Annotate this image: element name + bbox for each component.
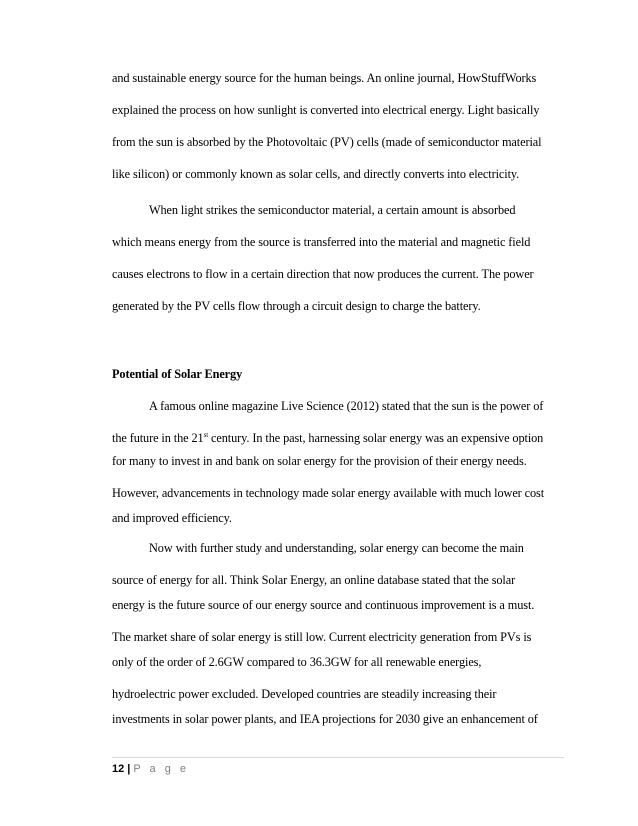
ordinal-superscript: st [203,431,209,439]
body-text-line: like silicon) or commonly known as solar cells, and directly converts into electricity. [112,167,520,181]
body-text-line: and improved efficiency. [112,511,232,525]
body-text-line: source of energy for all. Think Solar Energy, an online database stated that the solar [112,573,516,587]
page-label: P a g e [133,763,189,775]
body-text-line: for many to invest in and bank on solar energy for the provision of their energy needs. [112,454,527,468]
body-text-line: from the sun is absorbed by the Photovoltaic (PV) cells (made of semiconductor material [112,135,542,149]
body-text-line: and sustainable energy source for the human beings. An online journal, HowStuffWorks [112,71,537,85]
body-text-fragment: the future in the 21 [112,431,204,445]
body-text-line: When light strikes the semiconductor material, a certain amount is absorbed [149,203,516,217]
page-footer [112,763,189,775]
footer-separator: | [127,763,131,775]
body-text-fragment: century. In the past, harnessing solar energy was an expensive option [208,431,544,445]
body-text-line: explained the process on how sunlight is converted into electrical energy. Light basically [112,103,540,117]
body-text-line: investments in solar power plants, and IEA projections for 2030 give an enhancement of [112,712,538,726]
body-text-line: However, advancements in technology made solar energy available with much lower cost [112,486,545,500]
section-heading: Potential of Solar Energy [112,367,243,381]
body-text-line: energy is the future source of our energy source and continuous improvement is a must. [112,598,535,612]
body-text-line: causes electrons to flow in a certain direction that now produces the current. The power [112,267,534,281]
body-text-line [112,431,543,446]
body-text-line: only of the order of 2.6GW compared to 36.3GW for all renewable energies, [112,655,482,669]
body-text-line: A famous online magazine Live Science (2012) stated that the sun is the power of [149,399,544,413]
body-text-line: hydroelectric power excluded. Developed countries are steadily increasing their [112,687,497,701]
page-number: 12 [112,763,125,775]
body-text-line: generated by the PV cells flow through a circuit design to charge the battery. [112,299,481,313]
body-text-line: Now with further study and understanding, solar energy can become the main [149,541,524,555]
footer-divider [112,757,564,758]
body-text-line: The market share of solar energy is still low. Current electricity generation from PVs is [112,630,532,644]
body-text-line: which means energy from the source is transferred into the material and magnetic field [112,235,531,249]
